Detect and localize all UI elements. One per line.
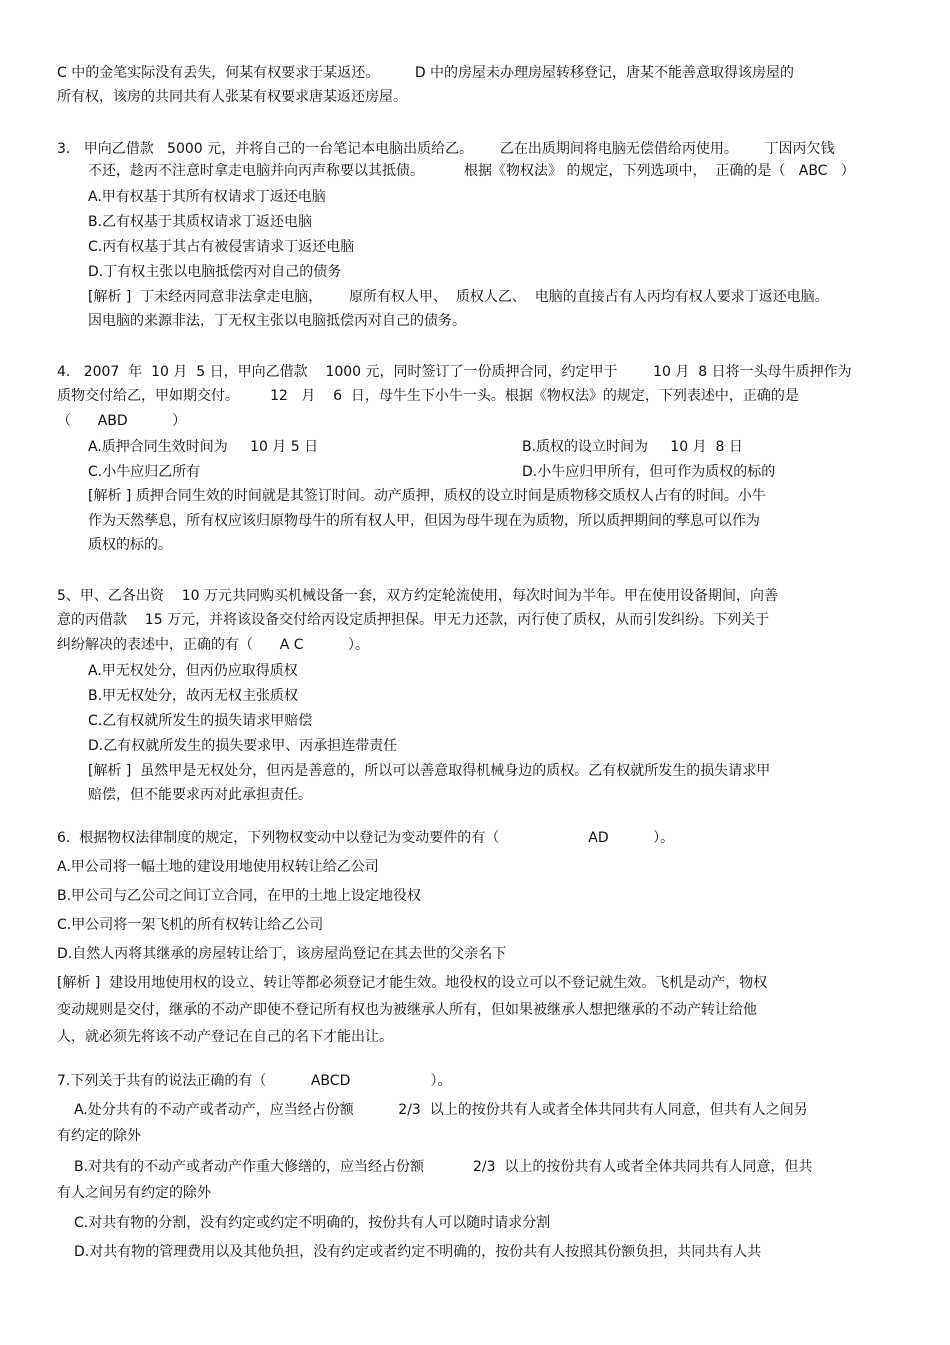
q5-option-b: B.甲无权处分，故丙无权主张质权 <box>88 688 299 704</box>
q4-analysis-line-2: 作为天然孳息，所有权应该归原物母牛的所有权人甲，但因为母牛现在为质物，所以质押期间的孳息可以作为 <box>88 513 760 529</box>
q4-option-c: C.小牛应归乙所有 <box>88 464 201 480</box>
q5-option-c: C.乙有权就所发生的损失请求甲赔偿 <box>88 713 313 729</box>
q7-option-b-line-1: B.对共有的不动产或者动产作重大修缮的，应当经占份额 2/3 以上的按份共有人或者全体共同共有人同意，但共 <box>74 1159 813 1175</box>
q4-stem-line-3: （ ABD ） <box>57 413 187 429</box>
q4-option-d: D.小牛应归甲所有，但可作为质权的标的 <box>522 464 776 480</box>
q5-stem-line-1: 5、甲、乙各出资 10 万元共同购买机械设备一套，双方约定轮流使用，每次时间为半年。甲在使用设备期间，向善 <box>57 588 778 604</box>
q3-option-a: A.甲有权基于其所有权请求丁返还电脑 <box>88 189 326 205</box>
q6-option-d: D.自然人丙将其继承的房屋转让给丁，该房屋尚登记在其去世的父亲名下 <box>57 946 507 962</box>
q7-option-c: C.对共有物的分割，没有约定或约定不明确的，按份共有人可以随时请求分割 <box>74 1215 551 1231</box>
q4-analysis-line-1: [解析 ] 质押合同生效的时间就是其签订时间。动产质押，质权的设立时间是质物移交质权人占有的时间。小牛 <box>88 488 766 504</box>
q4-stem-line-1: 4. 2007 年 10 月 5 日，甲向乙借款 1000 元，同时签订了一份质押合同，约定甲于 10 月 8 日将一头母牛质押作为 <box>57 364 852 380</box>
q6-stem-line-1: 6. 根据物权法律制度的规定，下列物权变动中以登记为变动要件的有（ AD ）。 <box>57 830 675 846</box>
q5-stem-line-3: 纠纷解决的表述中，正确的有（ A C ）。 <box>57 637 370 653</box>
q7-option-d: D.对共有物的管理费用以及其他负担，没有约定或者约定不明确的，按份共有人按照其份额负担，共同共有人共 <box>74 1244 762 1260</box>
q3-analysis-line-1: [解析 ] 丁未经丙同意非法拿走电脑， 原所有权人甲、 质权人乙、 电脑的直接占有人丙均有权人要求丁返还电脑。 <box>88 289 829 305</box>
q6-analysis-line-2: 变动规则是交付，继承的不动产即使不登记所有权也为被继承人所有，但如果被继承人想把继承的不动产转让给他 <box>57 1002 757 1018</box>
q5-analysis-line-1: [解析 ] 虽然甲是无权处分，但丙是善意的，所以可以善意取得机械身边的质权。乙有权就所发生的损失请求甲 <box>88 763 771 779</box>
q5-analysis-line-2: 赔偿，但不能要求丙对此承担责任。 <box>88 787 312 803</box>
q4-option-b: B.质权的设立时间为 10 月 8 日 <box>522 439 743 455</box>
q3-option-c: C.丙有权基于其占有被侵害请求丁返还电脑 <box>88 239 355 255</box>
q6-option-a: A.甲公司将一幅土地的建设用地使用权转让给乙公司 <box>57 859 379 875</box>
q4-option-a: A.质押合同生效时间为 10 月 5 日 <box>88 439 319 455</box>
intro-line-1: C 中的金笔实际没有丢失，何某有权要求于某返还。 D 中的房屋未办理房屋转移登记，唐某不能善意取得该房屋的 <box>57 65 795 81</box>
q7-stem-line-1: 7.下列关于共有的说法正确的有（ ABCD ）。 <box>57 1073 452 1089</box>
q3-stem-line-2: 不还，趁丙不注意时拿走电脑并向丙声称要以其抵债。 根据《物权法》 的规定，下列选项中， 正确的是（ ABC ） <box>88 163 855 179</box>
intro-line-2: 所有权，该房的共同共有人张某有权要求唐某返还房屋。 <box>57 89 407 105</box>
q6-analysis-line-1: [解析 ] 建设用地使用权的设立、转让等都必须登记才能生效。地役权的设立可以不登记就生效。飞机是动产，物权 <box>57 975 768 991</box>
q3-option-d: D.丁有权主张以电脑抵偿丙对自己的债务 <box>88 264 342 280</box>
q3-analysis-line-2: 因电脑的来源非法，丁无权主张以电脑抵偿丙对自己的债务。 <box>88 313 466 329</box>
q6-analysis-line-3: 人，就必须先将该不动产登记在自己的名下才能出让。 <box>57 1029 393 1045</box>
q7-option-b-line-2: 有人之间另有约定的除外 <box>57 1185 211 1201</box>
q7-option-a-line-2: 有约定的除外 <box>57 1128 141 1144</box>
q7-option-a-line-1: A.处分共有的不动产或者动产，应当经占份额 2/3 以上的按份共有人或者全体共同共有人同意，但共有人之间另 <box>74 1102 808 1118</box>
q6-option-b: B.甲公司与乙公司之间订立合同，在甲的土地上设定地役权 <box>57 888 422 904</box>
q4-stem-line-2: 质物交付给乙，甲如期交付。 12 月 6 日，母牛生下小牛一头。根据《物权法》的规定，下列表述中，正确的是 <box>57 388 799 404</box>
q3-option-b: B.乙有权基于其质权请求丁返还电脑 <box>88 214 313 230</box>
q3-stem-line-1: 3. 甲向乙借款 5000 元，并将自己的一台笔记本电脑出质给乙。 乙在出质期间将电脑无偿借给丙使用。 丁因丙欠钱 <box>57 141 835 157</box>
q6-option-c: C.甲公司将一架飞机的所有权转让给乙公司 <box>57 917 324 933</box>
q5-option-a: A.甲无权处分，但丙仍应取得质权 <box>88 663 298 679</box>
q4-analysis-line-3: 质权的标的。 <box>88 537 172 553</box>
q5-option-d: D.乙有权就所发生的损失要求甲、丙承担连带责任 <box>88 738 398 754</box>
q5-stem-line-2: 意的丙借款 15 万元，并将该设备交付给丙设定质押担保。甲无力还款，丙行使了质权，从而引发纠纷。下列关于 <box>57 612 770 628</box>
